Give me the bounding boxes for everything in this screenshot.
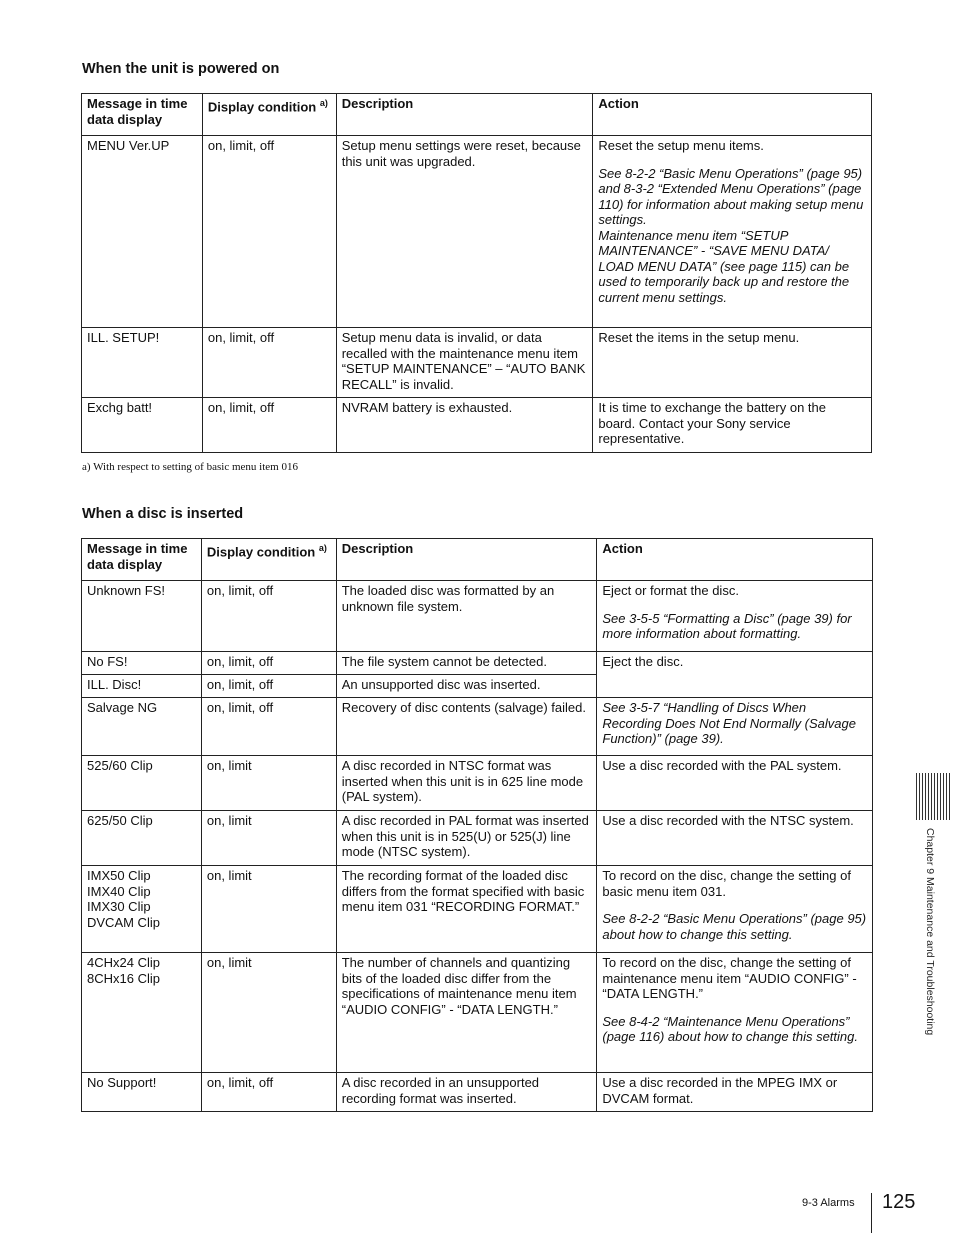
description-cell: A disc recorded in an unsupported recording format was inserted.: [336, 1073, 597, 1112]
table-row: [82, 1073, 873, 1112]
table-row: [82, 136, 872, 328]
display-cell: on, limit, off: [201, 675, 336, 698]
disc-inserted-alarm-table: [81, 538, 873, 1112]
chapter-tab-marker: [916, 773, 950, 820]
col-header-action: Action: [597, 539, 873, 581]
message-cell: 525/60 Clip: [82, 756, 202, 811]
action-reference: See 8-4-2 “Maintenance Menu Operations” (page 116) about how to change this setting.: [602, 1013, 858, 1044]
description-cell: Recovery of disc contents (salvage) failed.: [336, 698, 597, 756]
footnote: a) With respect to setting of basic menu item 016: [82, 461, 298, 473]
action-text: Eject or format the disc.: [602, 583, 739, 598]
message-cell: ILL. Disc!: [82, 675, 202, 698]
section-heading-powered-on: When the unit is powered on: [82, 61, 280, 77]
display-cell: on, limit: [201, 811, 336, 866]
display-cell: on, limit, off: [202, 136, 336, 328]
footer-section-label: 9-3 Alarms: [802, 1197, 855, 1209]
chapter-side-label: Chapter 9 Maintenance and Troubleshooting: [924, 828, 936, 1036]
description-cell: The loaded disc was formatted by an unknown file system.: [336, 581, 597, 652]
table-row: [82, 756, 873, 811]
action-cell: Reset the items in the setup menu.: [593, 328, 872, 398]
description-cell: Setup menu settings were reset, because this unit was upgraded.: [336, 136, 593, 328]
description-cell: Setup menu data is invalid, or data recalled with the maintenance menu item “SETUP MAINTENANCE” – “AUTO BANK RECALL” is invalid.: [336, 328, 593, 398]
description-cell: A disc recorded in NTSC format was inserted when this unit is in 625 line mode (PAL system).: [336, 756, 597, 811]
message-line: 4CHx24 Clip: [87, 955, 160, 970]
action-reference: See 3-5-7 “Handling of Discs When Recording Does Not End Normally (Salvage Function)” (page 39).: [597, 698, 873, 756]
powered-on-alarm-table: [81, 93, 872, 453]
message-cell: Unknown FS!: [82, 581, 202, 652]
message-line: 8CHx16 Clip: [87, 970, 160, 986]
action-reference: Maintenance menu item “SETUP MAINTENANCE” - “SAVE MENU DATA/ LOAD MENU DATA” (see page 115) can be used to temporarily back up and restore the current menu settings.: [598, 227, 850, 305]
display-cell: on, limit: [201, 953, 336, 1073]
action-text: To record on the disc, change the setting of basic menu item 031.: [602, 868, 851, 899]
col-header-description: Description: [336, 539, 597, 581]
action-cell: Eject the disc.: [597, 652, 873, 698]
message-cell: No FS!: [82, 652, 202, 675]
message-cell: MENU Ver.UP: [82, 136, 203, 328]
footer-divider: [871, 1193, 872, 1233]
message-line: IMX30 Clip: [87, 899, 151, 914]
action-reference: See 3-5-5 “Formatting a Disc” (page 39) for more information about formatting.: [602, 610, 852, 641]
section-heading-disc-inserted: When a disc is inserted: [82, 506, 244, 522]
action-cell: Use a disc recorded in the MPEG IMX or DVCAM format.: [597, 1073, 873, 1112]
display-cell: on, limit, off: [202, 398, 336, 453]
action-cell: Use a disc recorded with the NTSC system.: [597, 811, 873, 866]
message-line: IMX50 Clip: [87, 868, 151, 883]
col-header-display: Display condition $^{a)}$: [201, 539, 336, 581]
message-cell: Exchg batt!: [82, 398, 203, 453]
action-cell: [593, 136, 872, 328]
description-cell: An unsupported disc was inserted.: [336, 675, 597, 698]
message-cell: ILL. SETUP!: [82, 328, 203, 398]
action-cell: [597, 866, 873, 953]
message-cell: [82, 953, 202, 1073]
table-header-row: [82, 539, 873, 581]
display-cell: on, limit, off: [201, 581, 336, 652]
action-text: To record on the disc, change the setting of maintenance menu item “AUDIO CONFIG” - “DATA LENGTH.”: [602, 955, 857, 1001]
description-cell: The recording format of the loaded disc differs from the format specified with basic menu item 031 “RECORDING FORMAT.”: [336, 866, 597, 953]
display-cell: on, limit, off: [201, 698, 336, 756]
description-cell: The file system cannot be detected.: [336, 652, 597, 675]
message-cell: 625/50 Clip: [82, 811, 202, 866]
action-text: Reset the setup menu items.: [598, 138, 764, 153]
display-cell: on, limit: [201, 756, 336, 811]
message-line: IMX40 Clip: [87, 883, 151, 899]
col-header-display: Display condition $^{a)}$: [202, 94, 336, 136]
col-header-action: Action: [593, 94, 872, 136]
display-cell: on, limit, off: [201, 652, 336, 675]
table-row: [82, 328, 872, 398]
table-row: [82, 866, 873, 953]
display-cell: on, limit: [201, 866, 336, 953]
table-row: [82, 398, 872, 453]
display-cell: on, limit, off: [202, 328, 336, 398]
description-cell: NVRAM battery is exhausted.: [336, 398, 593, 453]
page-number: 125: [882, 1191, 916, 1213]
table-header-row: [82, 94, 872, 136]
action-reference: See 8-2-2 “Basic Menu Operations” (page 95) and 8-3-2 “Extended Menu Operations” (page 110) for information about making setup menu settings.: [598, 165, 864, 227]
col-header-description: Description: [336, 94, 593, 136]
message-cell: [82, 866, 202, 953]
table-row: [82, 652, 873, 675]
action-cell: [597, 581, 873, 652]
description-cell: The number of channels and quantizing bits of the loaded disc differ from the specifications of maintenance menu item “AUDIO CONFIG” - “DATA LENGTH.”: [336, 953, 597, 1073]
action-cell: [597, 953, 873, 1073]
display-cell: on, limit, off: [201, 1073, 336, 1112]
table-row: [82, 698, 873, 756]
message-cell: No Support!: [82, 1073, 202, 1112]
table-row: [82, 811, 873, 866]
table-row: [82, 953, 873, 1073]
col-header-message: Message in time data display: [82, 539, 202, 581]
col-header-message: Message in time data display: [82, 94, 203, 136]
action-reference: See 8-2-2 “Basic Menu Operations” (page 95) about how to change this setting.: [602, 911, 867, 942]
action-cell: Use a disc recorded with the PAL system.: [597, 756, 873, 811]
message-line: DVCAM Clip: [87, 914, 160, 930]
message-cell: Salvage NG: [82, 698, 202, 756]
action-cell: It is time to exchange the battery on the board. Contact your Sony service representative.: [593, 398, 872, 453]
table-row: [82, 581, 873, 652]
description-cell: A disc recorded in PAL format was inserted when this unit is in 525(U) or 525(J) line mode (NTSC system).: [336, 811, 597, 866]
